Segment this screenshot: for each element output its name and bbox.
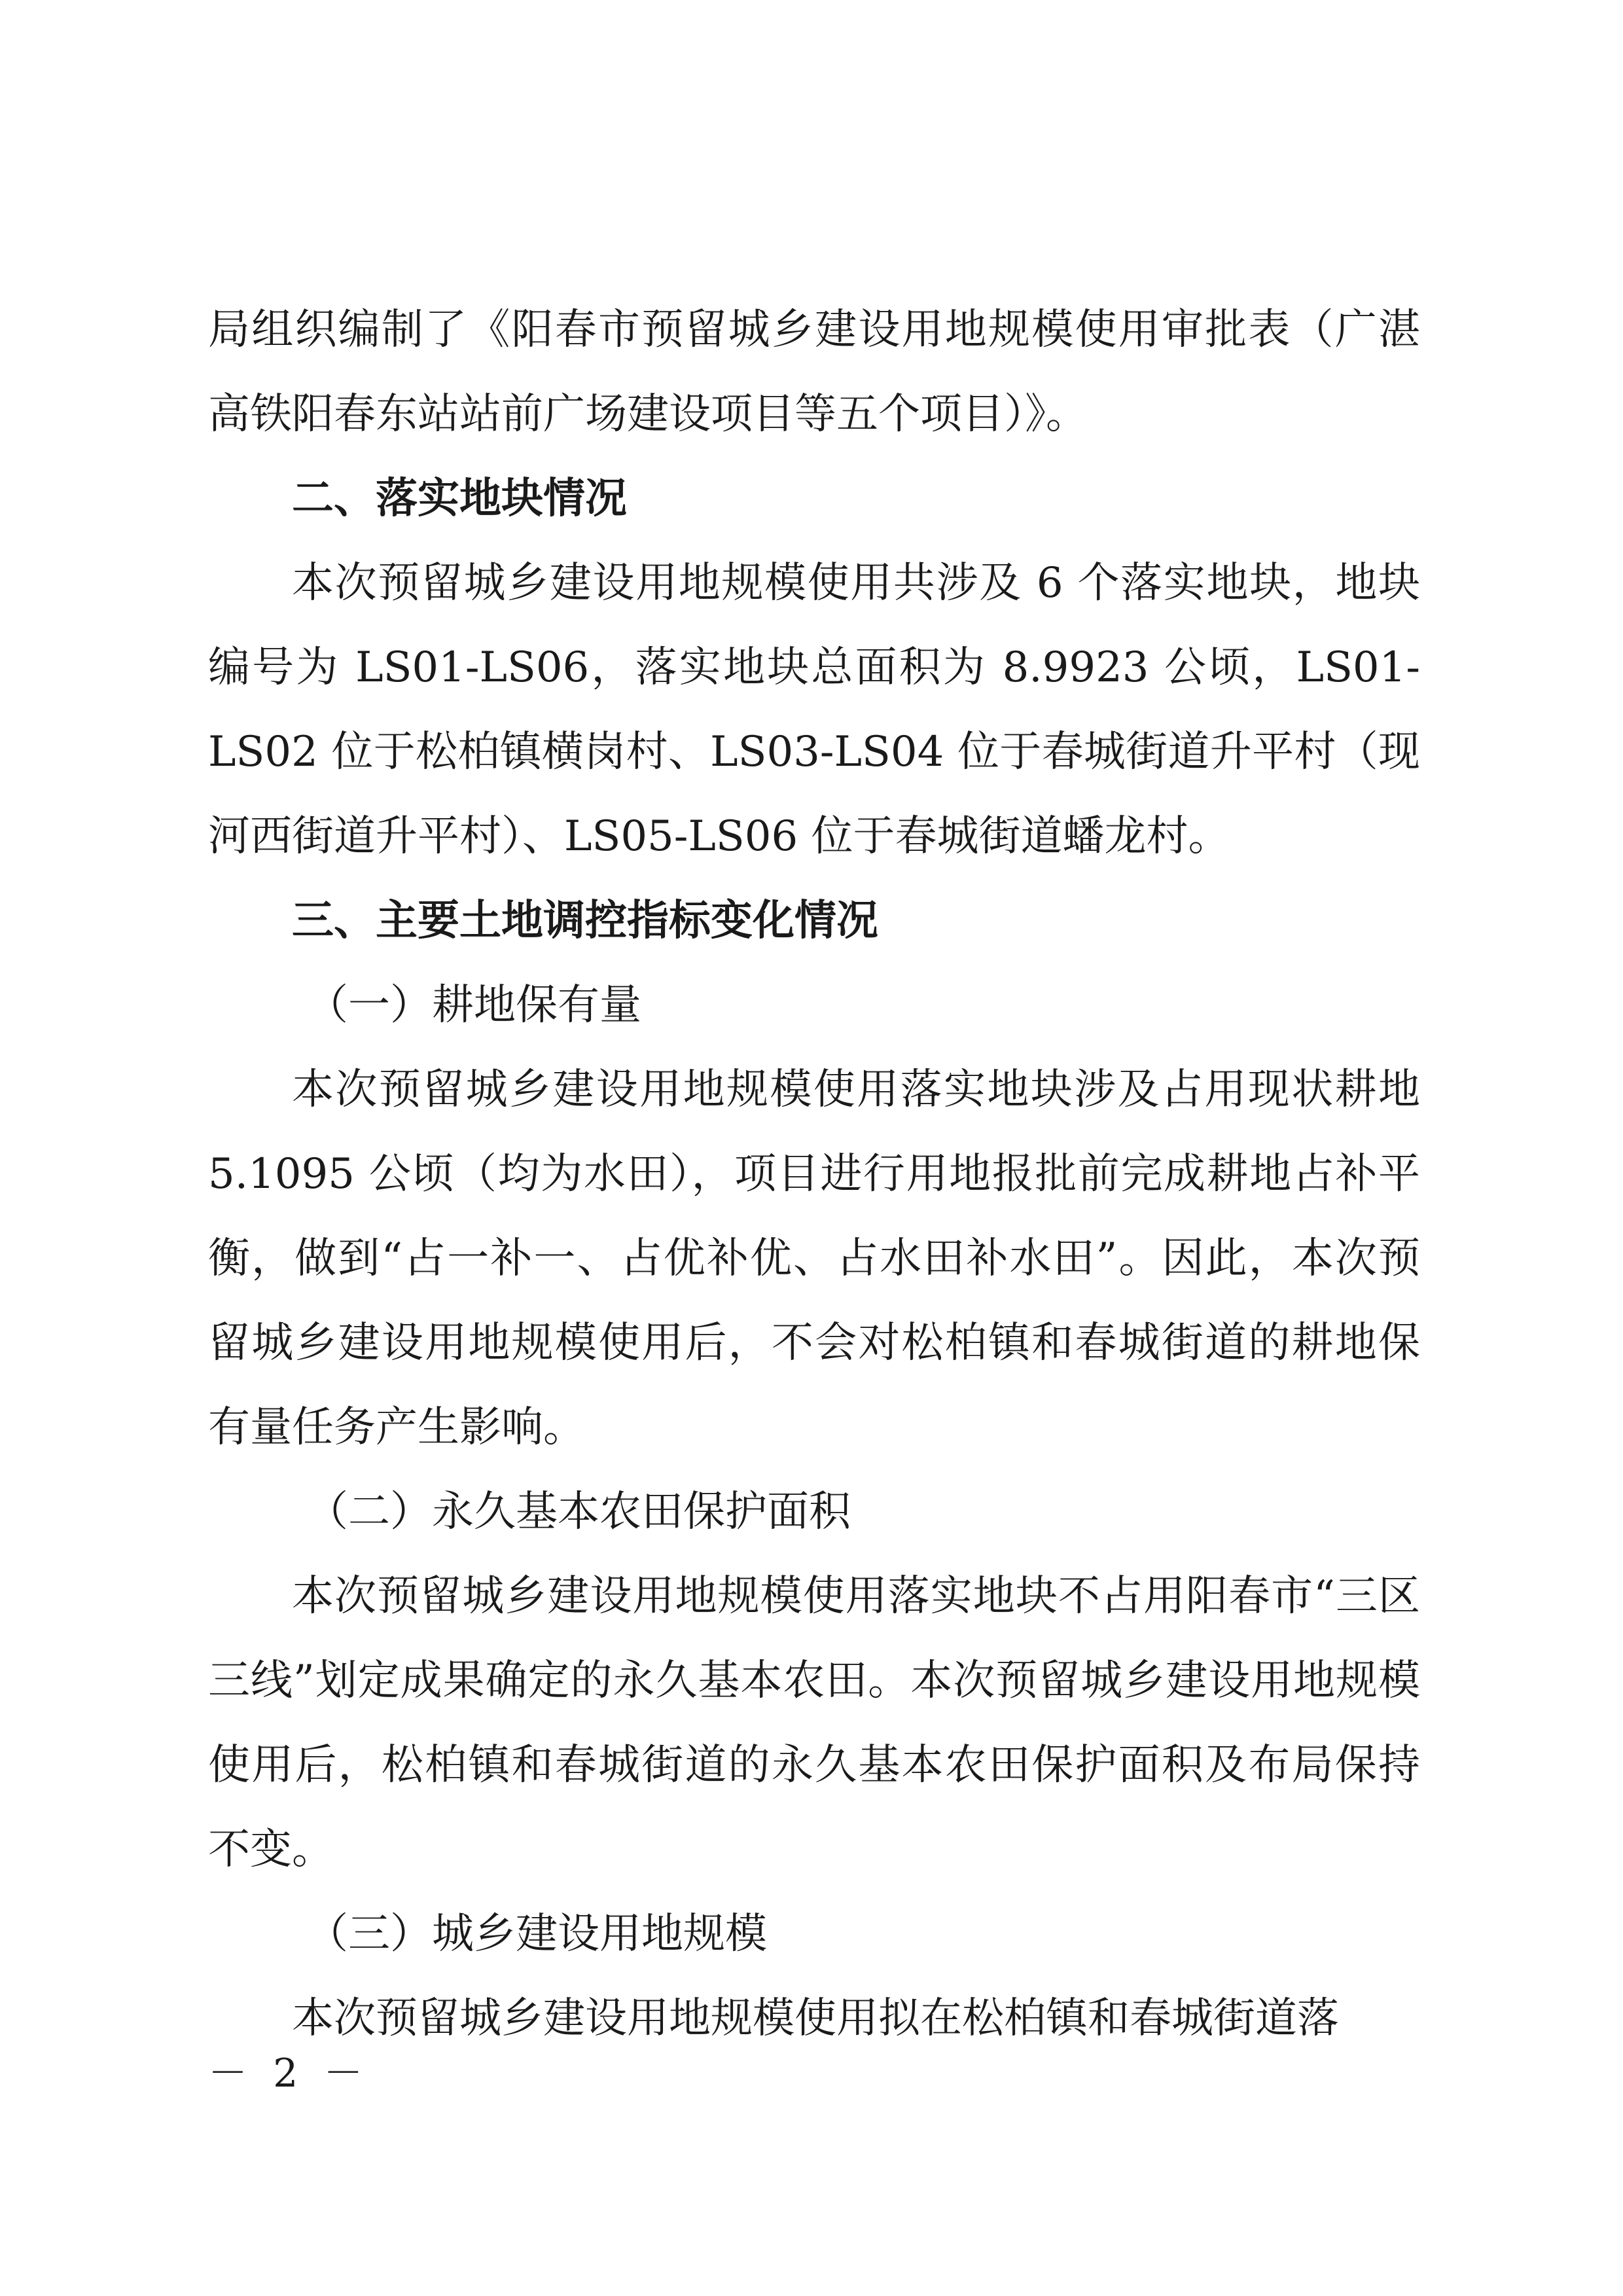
section-2-heading: 二、落实地块情况 xyxy=(292,475,627,523)
subsection-1-heading: （一）耕地保有量 xyxy=(306,981,641,1030)
subsection-2-paragraph: 本次预留城乡建设用地规模使用落实地块不占用阳春市“三区三线”划定成果确定的永久基本农田。本次预留城乡建设用地规模使用后，松柏镇和春城街道的永久基本农田保护面积及布局保持不变。 xyxy=(208,1572,1420,1874)
section-2-paragraph: 本次预留城乡建设用地规模使用共涉及 6 个落实地块，地块编号为 LS01-LS06，落实地块总面积为 8.9923 公顷，LS01-LS02 位于松柏镇横岗村、LS03-LS04 位于春城街道升平村（现河西街道升平村）、LS05-LS06 位于春城街道蟠龙村。 xyxy=(208,559,1420,861)
page-number: － 2 － xyxy=(208,2051,370,2096)
document-body xyxy=(208,288,1420,2061)
section-3-heading: 三、主要土地调控指标变化情况 xyxy=(292,897,878,945)
subsection-1-paragraph: 本次预留城乡建设用地规模使用落实地块涉及占用现状耕地 5.1095 公顷（均为水田），项目进行用地报批前完成耕地占补平衡，做到“占一补一、占优补优、占水田补水田”。因此，本次预留城乡建设用地规模使用后，不会对松柏镇和春城街道的耕地保有量任务产生影响。 xyxy=(208,1066,1420,1452)
subsection-3-paragraph: 本次预留城乡建设用地规模使用拟在松柏镇和春城街道落 xyxy=(292,1994,1339,2043)
intro-continuation: 局组织编制了《阳春市预留城乡建设用地规模使用审批表（广湛高铁阳春东站站前广场建设项目等五个项目）》。 xyxy=(208,306,1420,439)
subsection-2-heading: （二）永久基本农田保护面积 xyxy=(306,1488,851,1536)
subsection-3-heading: （三）城乡建设用地规模 xyxy=(306,1910,767,1958)
